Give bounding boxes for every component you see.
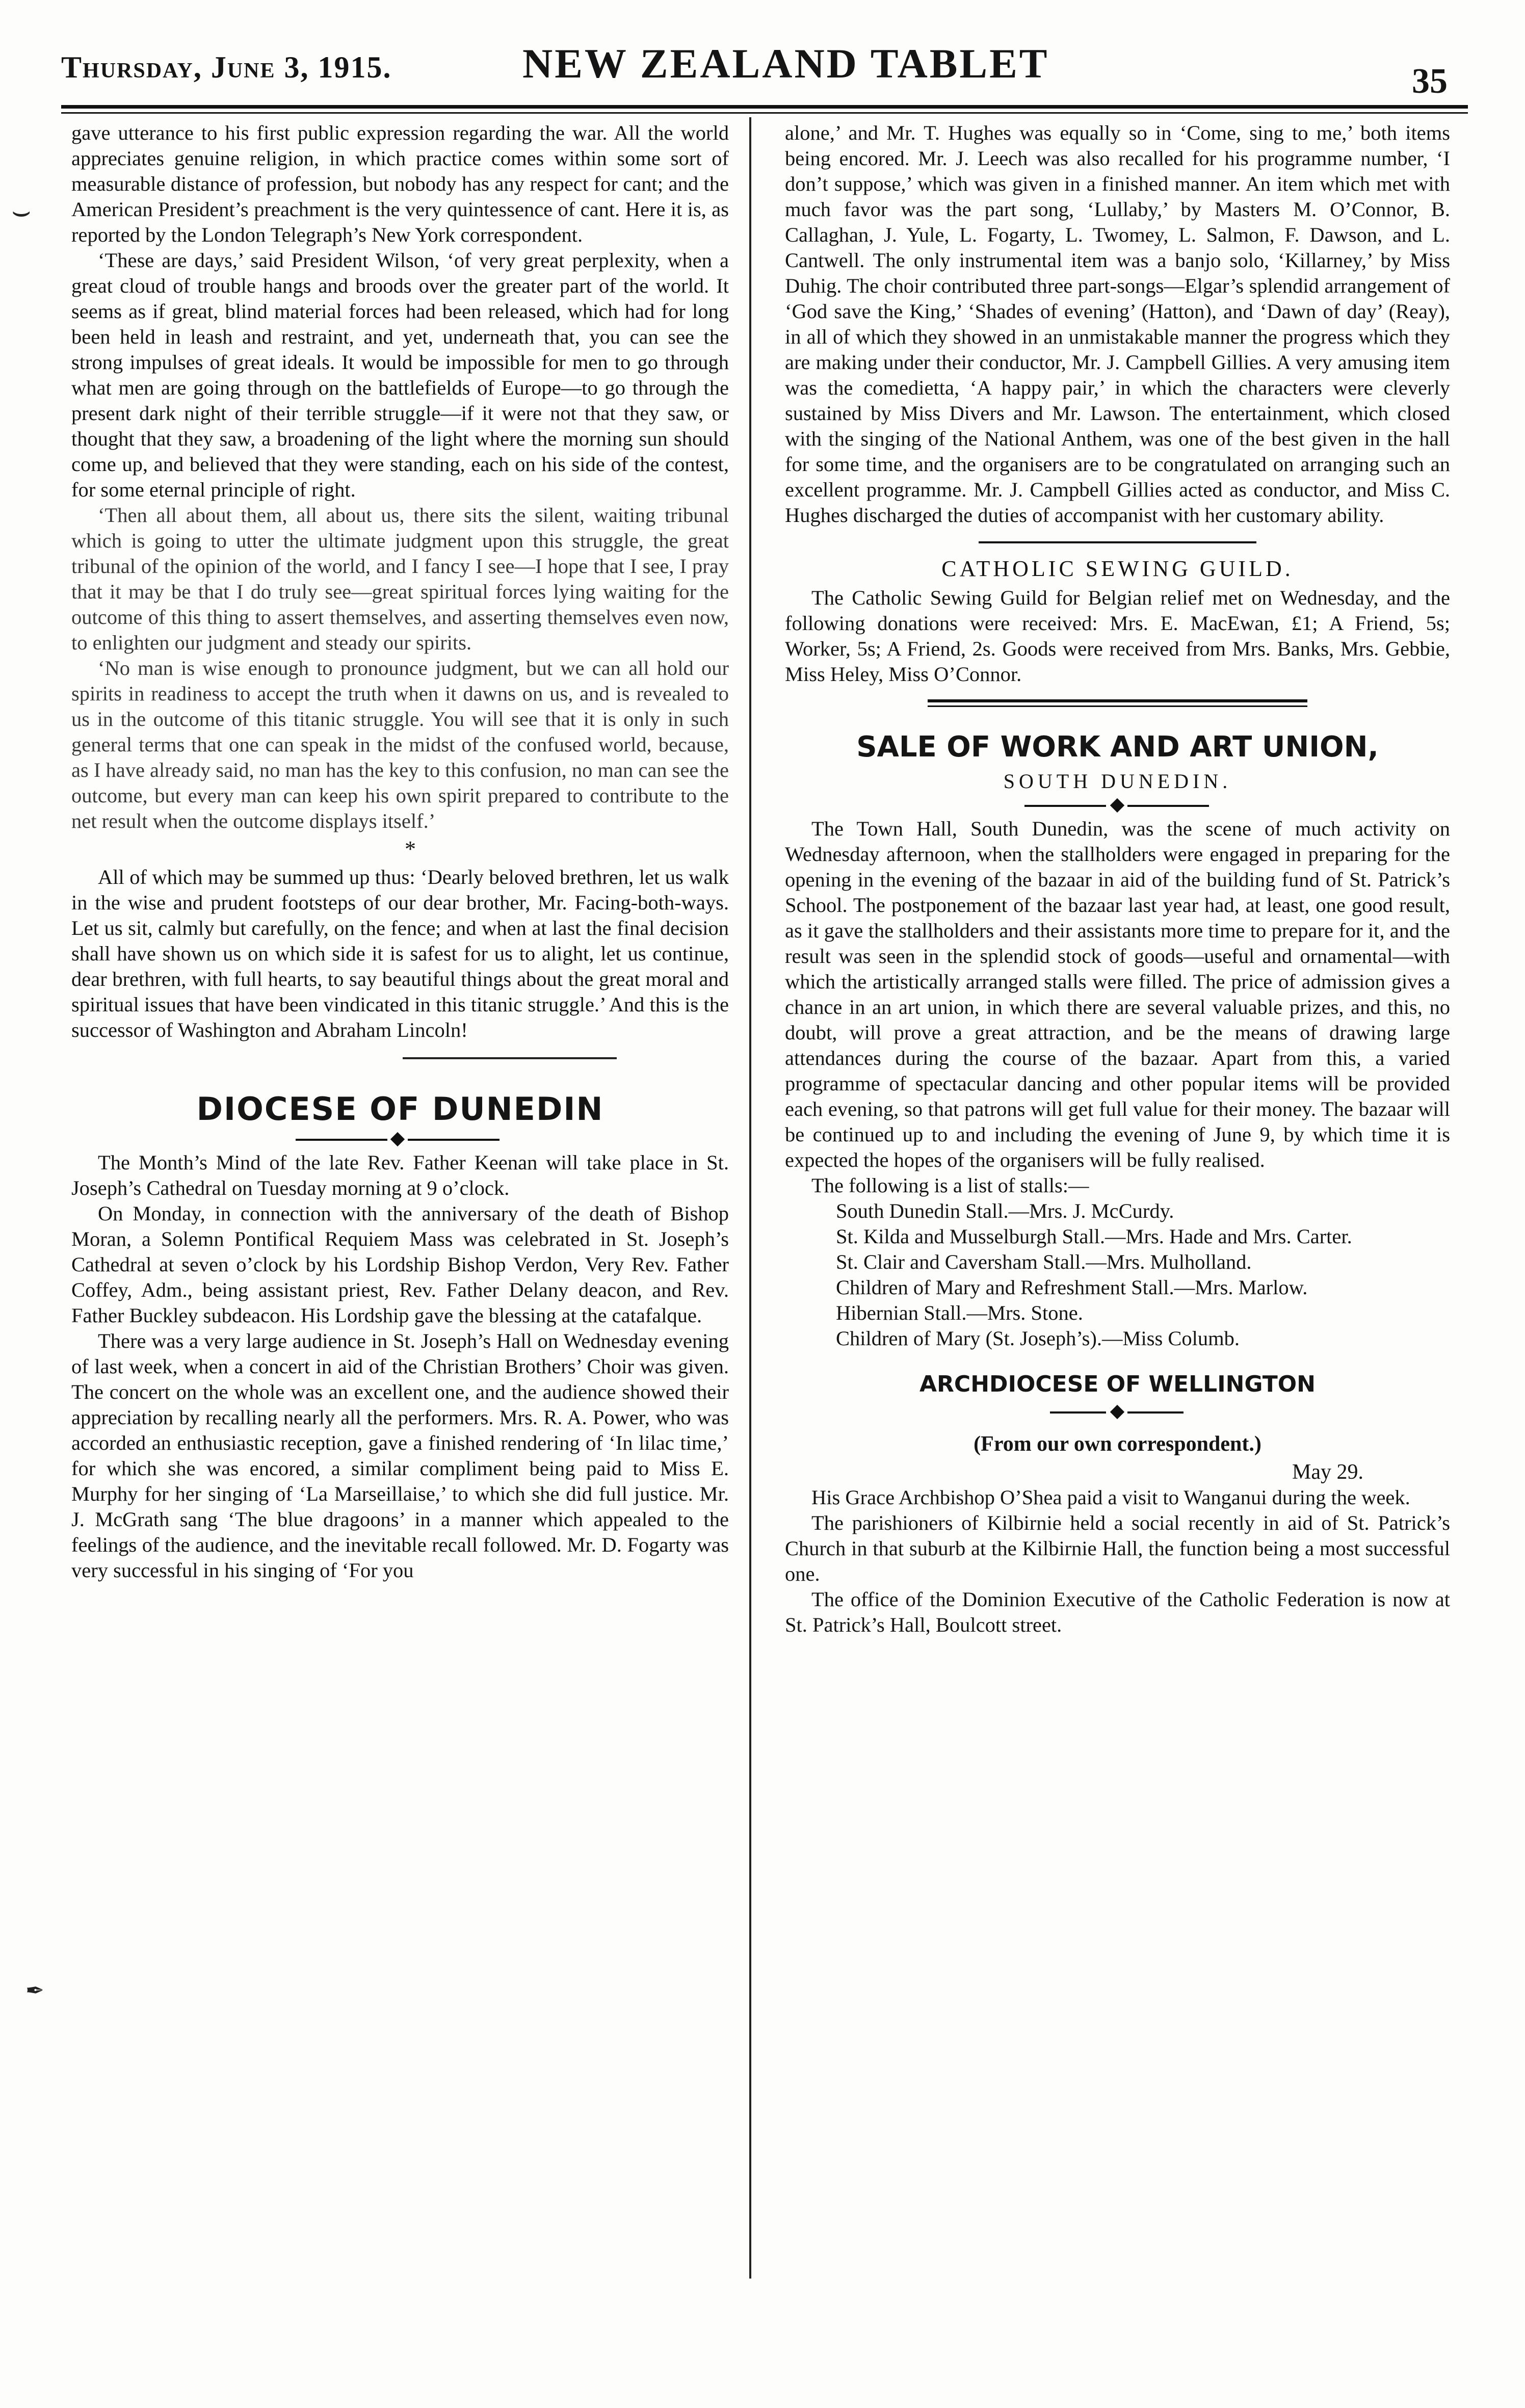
sale-of-work-heading: SALE OF WORK AND ART UNION, [856,730,1379,764]
left-column [71,120,729,1583]
heading-ornament [785,796,1450,816]
section-separator [71,1043,729,1074]
stall-list-item: St. Clair and Caversham Stall.—Mrs. Mulholland. [836,1250,1252,1273]
heading-ornament [71,1130,729,1150]
section-star: * [405,836,416,861]
issue-date: Thursday, June 3, 1915. [61,50,392,84]
section-rule [979,541,1256,543]
sale-of-work-subheading: SOUTH DUNEDIN. [1003,770,1232,793]
archdiocese-wellington-heading: ARCHDIOCESE OF WELLINGTON [919,1371,1316,1397]
stall-list-item: Children of Mary and Refreshment Stall.—Mrs. Marlow. [836,1276,1308,1299]
wilson-quote-2: ‘Then all about them, all about us, there sits the silent, waiting tribunal which is going to utter the ultimate judgment upon this struggle, the great tribunal of the opinion of the world, and I fancy I see—I hope that I see, I pray that it may be that I do truly see—great spiritual forces lying waiting for the outcome of this thing to assert themselves, and asserting themselves even now, to enlighten our judgment and steady our spirits. [71,504,729,654]
stalls-intro: The following is a list of stalls:— [811,1174,1089,1197]
dateline: May 29. [1292,1460,1363,1484]
concert-continued: alone,’ and Mr. T. Hughes was equally so in ‘Come, sing to me,’ both items being encored. Mr. J. Leech was also recalled for his programme number, ‘I don’t suppose,’ which was given in a finished manner. An item which met with much favor was the part song, ‘Lullaby,’ by Masters M. O’Connor, B. Callaghan, J. Yule, L. Fogarty, L. Twomey, L. Salmon, F. Dawson, and L. Cantwell. The only instrumental item was a banjo solo, ‘Killarney,’ by Miss Duhig. The choir contributed three part-songs—Elgar’s splendid arrangement of ‘God save the King,’ ‘Shades of evening’ (Hatton), and ‘Dawn of day’ (Reay), in all of which they showed in an unmistakable manner the progress which they are making under their conductor, Mr. J. Campbell Gillies. A very amusing item was the comedietta, ‘A happy pair,’ in which the characters were cleverly sustained by Miss Divers and Mr. Lawson. The entertainment, which closed with the singing of the National Anthem, was one of the best given in the hall for some time, and the organisers are to be congratulated on arranging such an excellent programme. Mr. J. Campbell Gillies acted as conductor, and Miss C. Hughes discharged the duties of accompanist with her customary ability. [785,121,1450,527]
header-rule-thin [61,112,1468,114]
page-header [61,29,1458,105]
header-rule [61,105,1468,109]
diocese-dunedin-heading: DIOCESE OF DUNEDIN [196,1090,604,1128]
diocese-paragraph-1: The Month’s Mind of the late Rev. Father Keenan will take place in St. Joseph’s Cathedral on Tuesday morning at 9 o’clock. [71,1151,729,1199]
wilson-intro: gave utterance to his first public expression regarding the war. All the world appreciates genuine religion, in which practice comes within some sort of measurable distance of profession, but nobody has any respect for cant; and the American President’s preachment is the very quintessence of cant. Here it is, as reported by the London Telegraph’s New York correspondent. [71,121,729,246]
column-divider [749,117,751,2279]
wilson-quote-3: ‘No man is wise enough to pronounce judgment, but we can all hold our spirits in readiness to accept the truth when it dawns on us, and is revealed to us in the outcome of this titanic struggle. You will see that it is only in such general terms that one can speak in the midst of the confused world, because, as I have already said, no man has the key to this confusion, no man can see the outcome, but every man can keep his own spirit prepared to contribute to the net result when the outcome displays itself.’ [71,657,729,832]
sale-of-work-paragraph: The Town Hall, South Dunedin, was the scene of much activity on Wednesday afternoon, when the stallholders were engaged in preparing for the opening in the evening of the bazaar in aid of the building fund of St. Patrick’s School. The postponement of the bazaar last year had, at least, one good result, as it gave the stallholders and their assistants more time to prepare for it, and the result was seen in the splendid stock of goods—useful and ornamental—with which the artistically arranged stalls were filled. The price of admission gives a chance in an art union, in which there are several valuable prizes, and this, no doubt, will prove a great attraction, and be the means of drawing large attendances during the course of the bazaar. Apart from this, a varied programme of spectacular dancing and other popular items will be provided each evening, so that patrons will get full value for their money. The bazaar will be continued up to and including the evening of June 9, by which time it is expected the hopes of the organisers will be fully realised. [785,817,1450,1171]
correspondent-line: (From our own correspondent.) [974,1432,1261,1456]
section-double-rule [928,699,1307,707]
archdiocese-paragraph-1: His Grace Archbishop O’Shea paid a visit to Wanganui during the week. [811,1486,1410,1509]
sewing-guild-paragraph: The Catholic Sewing Guild for Belgian relief met on Wednesday, and the following donations were received: Mrs. E. MacEwan, £1; A Friend, 5s; Worker, 5s; A Friend, 2s. Goods were received from Mrs. Banks, Mrs. Gebbie, Miss Heley, Miss O’Connor. [785,586,1450,686]
diocese-paragraph-3: There was a very large audience in St. Joseph’s Hall on Wednesday evening of last week, when a concert in aid of the Christian Brothers’ Choir was given. The concert on the whole was an excellent one, and the audience showed their appreciation by recalling nearly all the performers. Mrs. R. A. Power, who was accorded an enthusiastic reception, gave a finished rendering of ‘In lilac time,’ for which she was encored, a similar compliment being paid to Miss E. Murphy for her singing of ‘La Marseillaise,’ to which she did full justice. Mr. J. McGrath sang ‘The blue dragoons’ in a manner which appealed to the feelings of the audience, and the inevitable recall followed. Mr. D. Fogarty was very successful in his singing of ‘For you [71,1329,729,1582]
margin-mark: ⌣ [11,194,32,228]
stall-list-item: South Dunedin Stall.—Mrs. J. McCurdy. [836,1199,1174,1222]
diocese-paragraph-2: On Monday, in connection with the anniversary of the death of Bishop Moran, a Solemn Pontifical Requiem Mass was celebrated in St. Joseph’s Cathedral at seven o’clock by his Lordship Bishop Verdon, Very Rev. Father Coffey, Adm., being assistant priest, Rev. Father Delany deacon, and Rev. Father Buckley subdeacon. His Lordship gave the blessing at the catafalque. [71,1202,729,1327]
archdiocese-paragraph-3: The office of the Dominion Executive of the Catholic Federation is now at St. Patrick’s Hall, Boulcott street. [785,1588,1450,1636]
newspaper-title: NEW ZEALAND TABLET [522,40,1049,87]
archdiocese-paragraph-2: The parishioners of Kilbirnie held a social recently in aid of St. Patrick’s Church in that suburb at the Kilbirnie Hall, the function being a most successful one. [785,1511,1450,1585]
wilson-quote-1: ‘These are days,’ said President Wilson, ‘of very great perplexity, when a great cloud of trouble hangs and broods over the greater part of the world. It seems as if great, blind material forces had been released, which had for long been held in leash and restraint, and yet, underneath that, you can see the strong impulses of great ideals. It would be impossible for men to go through what men are going through on the battlefields of Europe—to go through the present dark night of their terrible struggle—if it were not that they saw, or thought that they saw, a broadening of the light where the morning sun should come up, and believed that they were standing, each on his side of the contest, for some eternal principle of right. [71,249,729,501]
page-number: 35 [1412,62,1448,101]
stall-list-item: Children of Mary (St. Joseph’s).—Miss Columb. [836,1327,1240,1350]
summary-paragraph: All of which may be summed up thus: ‘Dearly beloved brethren, let us walk in the wise and prudent footsteps of our dear brother, Mr. Facing-both-ways. Let us sit, calmly but carefully, on the fence; and when at last the final decision shall have shown us on which side it is safest for us to alight, let us continue, dear brethren, with full hearts, to say beautiful things about the great moral and spiritual issues that have been vindicated in this titanic struggle.’ And this is the successor of Washington and Abraham Lincoln! [71,866,729,1041]
heading-ornament [785,1402,1450,1423]
right-column [785,120,1450,1638]
margin-pointer: ✒ [25,1978,44,2003]
stall-list-item: Hibernian Stall.—Mrs. Stone. [836,1301,1083,1324]
stall-list-item: St. Kilda and Musselburgh Stall.—Mrs. Hade and Mrs. Carter. [836,1225,1352,1248]
sewing-guild-heading: CATHOLIC SEWING GUILD. [941,556,1294,581]
